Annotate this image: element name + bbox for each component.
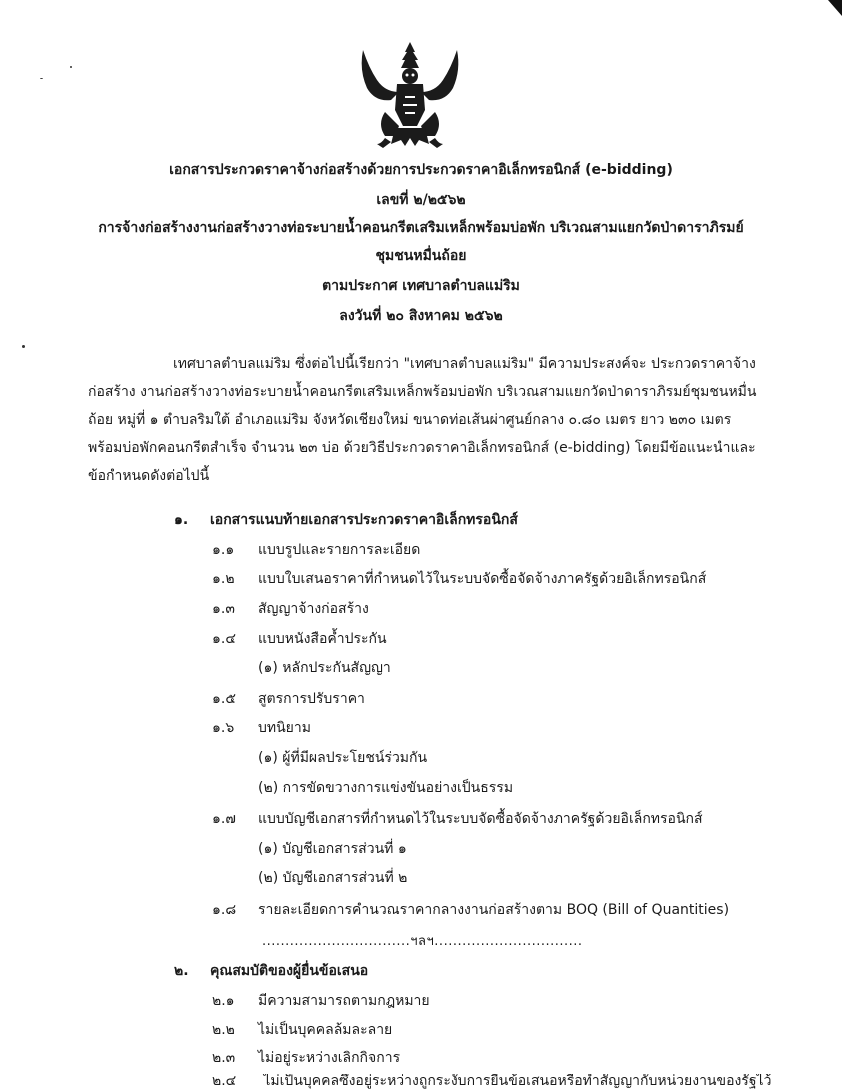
item-number: ๒.๓ (212, 1050, 236, 1066)
item-number: ๑.๘ (212, 902, 237, 918)
item-text: แบบบัญชีเอกสารที่กำหนดไว้ในระบบจัดซื้อจัดจ้างภาครัฐด้วยอิเล็กทรอนิกส์ (258, 811, 703, 827)
item-text: มีความสามารถตามกฎหมาย (258, 993, 430, 1009)
sub-item: (๒) การขัดขวางการแข่งขันอย่างเป็นธรรม (258, 780, 514, 796)
item-number: ๑.๔ (212, 631, 236, 647)
intro-line: ข้อกำหนดดังต่อไปนี้ (88, 468, 210, 484)
scan-speck (70, 66, 72, 68)
item-number: ๑.๗ (212, 811, 236, 827)
sub-item: (๒) บัญชีเอกสารส่วนที่ ๒ (258, 870, 408, 886)
project-title-line-2: ชุมชนหมื่นถ้อย (375, 248, 467, 264)
project-title-line-1: การจ้างก่อสร้างงานก่อสร้างวางท่อระบายน้ำคอนกรีตเสริมเหล็กพร้อมบ่อพัก บริเวณสามแยกวัดป่าดาราภิรมย์ (98, 220, 744, 236)
intro-line: พร้อมบ่อพักคอนกรีตสำเร็จ จำนวน ๒๓ บ่อ ด้วยวิธีประกวดราคาอิเล็กทรอนิกส์ (e-bidding) โดยมีข้อแนะนำและ (88, 440, 756, 456)
item-text: ไม่เป็นบุคคลล้มละลาย (258, 1022, 393, 1038)
sub-item: (๑) บัญชีเอกสารส่วนที่ ๑ (258, 841, 407, 857)
section-2-title: คุณสมบัติของผู้ยื่นข้อเสนอ (210, 963, 369, 979)
sub-item: (๑) ผู้ที่มีผลประโยชน์ร่วมกัน (258, 750, 428, 766)
garuda-emblem (355, 40, 465, 152)
item-number: ๒.๑ (212, 993, 235, 1009)
intro-line: ถ้อย หมู่ที่ ๑ ตำบลริมใต้ อำเภอแม่ริม จังหวัดเชียงใหม่ ขนาดท่อเส้นผ่าศูนย์กลาง ๐.๘๐ เมตร ยาว ๒๓๐ เมตร (88, 412, 732, 428)
item-number: ๒.๔ (212, 1074, 237, 1089)
section-2-number: ๒. (174, 963, 189, 979)
item-text: สูตรการปรับราคา (258, 691, 365, 707)
item-text: แบบใบเสนอราคาที่กำหนดไว้ในระบบจัดซื้อจัดจ้างภาครัฐด้วยอิเล็กทรอนิกส์ (258, 571, 707, 587)
etc-dots: ................................ฯลฯ................................ (262, 934, 583, 949)
document-title: เอกสารประกวดราคาจ้างก่อสร้างด้วยการประกวดราคาอิเล็กทรอนิกส์ (e-bidding) (169, 162, 673, 178)
intro-line: ก่อสร้าง งานก่อสร้างวางท่อระบายน้ำคอนกรีตเสริมเหล็กพร้อมบ่อพัก บริเวณสามแยกวัดป่าดาราภิรมย์ชุมชนหมื่น (88, 384, 757, 400)
item-text: บทนิยาม (258, 720, 311, 736)
garuda-emblem-icon (355, 40, 465, 152)
item-text: แบบรูปและรายการละเอียด (258, 542, 421, 558)
item-number: ๑.๓ (212, 601, 235, 617)
section-1-title: เอกสารแนบท้ายเอกสารประกวดราคาอิเล็กทรอนิกส์ (210, 512, 518, 528)
item-number: ๑.๑ (212, 542, 235, 558)
scan-corner-mark (828, 0, 842, 16)
cut-off-line (212, 1074, 772, 1089)
item-text: สัญญาจ้างก่อสร้าง (258, 601, 369, 617)
announcement-line: ตามประกาศ เทศบาลตำบลแม่ริม (322, 278, 520, 294)
item-number: ๑.๕ (212, 691, 236, 707)
scan-speck (22, 345, 25, 348)
item-number: ๒.๒ (212, 1022, 235, 1038)
item-number: ๑.๒ (212, 571, 235, 587)
document-number: เลขที่ ๒/๒๕๖๒ (376, 192, 466, 208)
item-text: รายละเอียดการคำนวณราคากลางงานก่อสร้างตาม BOQ (Bill of Quantities) (258, 902, 730, 918)
item-number: ๑.๖ (212, 720, 235, 736)
intro-paragraph (88, 350, 757, 490)
section-1-number: ๑. (174, 512, 189, 528)
sub-item: (๑) หลักประกันสัญญา (258, 660, 391, 676)
intro-line: เทศบาลตำบลแม่ริม ซึ่งต่อไปนี้เรียกว่า "เทศบาลตำบลแม่ริม" มีความประสงค์จะ ประกวดราคาจ้าง (173, 356, 756, 372)
item-text: แบบหนังสือค้ำประกัน (258, 631, 387, 647)
item-text: ไม่อยู่ระหว่างเลิกกิจการ (258, 1050, 401, 1066)
announcement-date: ลงวันที่ ๒๐ สิงหาคม ๒๕๖๒ (339, 308, 503, 324)
item-text: ไม่เป็นบุคคลซึ่งอยู่ระหว่างถูกระงับการยื่นข้อเสนอหรือทำสัญญากับหน่วยงานของรัฐไว้ (263, 1074, 772, 1089)
scan-speck (40, 78, 43, 79)
